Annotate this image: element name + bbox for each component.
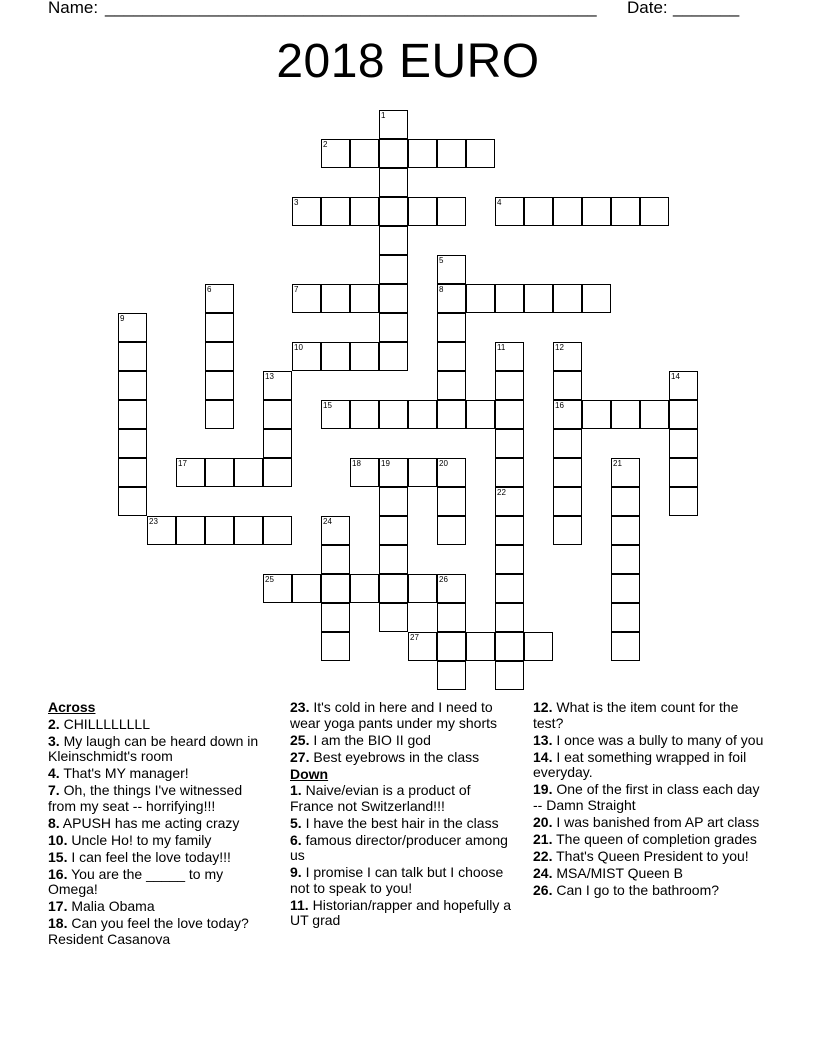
clue-item-number: 27. bbox=[290, 748, 310, 765]
grid-cell[interactable] bbox=[582, 284, 611, 313]
clue-item-text: I can feel the love today!!! bbox=[67, 848, 231, 865]
clue-item-number: 13. bbox=[533, 731, 553, 748]
clue-number: 27 bbox=[410, 633, 419, 642]
grid-cell[interactable] bbox=[495, 632, 524, 661]
grid-cell[interactable] bbox=[524, 197, 553, 226]
grid-cell[interactable] bbox=[640, 400, 669, 429]
clue-item-text: Malia Obama bbox=[67, 898, 155, 914]
grid-cell[interactable] bbox=[321, 545, 350, 574]
grid-cell[interactable] bbox=[350, 197, 379, 226]
clue-item bbox=[48, 850, 273, 866]
grid-cell[interactable] bbox=[379, 574, 408, 603]
grid-cell[interactable] bbox=[379, 139, 408, 168]
clue-number: 22 bbox=[497, 488, 506, 497]
grid-cell[interactable] bbox=[495, 284, 524, 313]
grid-cell[interactable] bbox=[437, 342, 466, 371]
grid-cell[interactable] bbox=[379, 342, 408, 371]
clue-item-number: 10. bbox=[48, 831, 68, 848]
grid-cell[interactable] bbox=[437, 284, 466, 313]
puzzle-title: 2018 EURO bbox=[276, 35, 540, 88]
grid-cell[interactable] bbox=[263, 516, 292, 545]
clue-column-2 bbox=[290, 700, 518, 930]
grid-cell[interactable] bbox=[553, 371, 582, 400]
grid-cell[interactable] bbox=[118, 487, 147, 516]
grid-cell[interactable] bbox=[321, 342, 350, 371]
grid-cell[interactable] bbox=[466, 284, 495, 313]
grid-cell[interactable] bbox=[495, 342, 524, 371]
grid-cell[interactable] bbox=[495, 603, 524, 632]
grid-cell[interactable] bbox=[292, 342, 321, 371]
grid-cell[interactable] bbox=[408, 139, 437, 168]
grid-cell[interactable] bbox=[263, 574, 292, 603]
grid-cell[interactable] bbox=[118, 342, 147, 371]
grid-cell[interactable] bbox=[263, 429, 292, 458]
clue-item-number: 18. bbox=[48, 915, 68, 931]
grid-cell[interactable] bbox=[408, 400, 437, 429]
grid-cell[interactable] bbox=[495, 574, 524, 603]
clue-item bbox=[533, 849, 765, 865]
clue-number: 4 bbox=[497, 198, 502, 207]
clue-item bbox=[290, 898, 518, 929]
grid-cell[interactable] bbox=[263, 400, 292, 429]
grid-cell[interactable] bbox=[553, 197, 582, 226]
grid-cell[interactable] bbox=[292, 197, 321, 226]
clue-item bbox=[290, 700, 518, 731]
grid-cell[interactable] bbox=[147, 516, 176, 545]
grid-cell[interactable] bbox=[582, 400, 611, 429]
clue-item bbox=[48, 734, 273, 765]
grid-cell[interactable] bbox=[321, 139, 350, 168]
clue-item bbox=[48, 816, 273, 832]
grid-cell[interactable] bbox=[611, 574, 640, 603]
clue-number: 6 bbox=[207, 285, 212, 294]
clue-item-number: 20. bbox=[533, 813, 553, 830]
grid-cell[interactable] bbox=[495, 661, 524, 690]
grid-cell[interactable] bbox=[350, 284, 379, 313]
grid-cell[interactable] bbox=[176, 516, 205, 545]
grid-cell[interactable] bbox=[437, 603, 466, 632]
grid-cell[interactable] bbox=[379, 545, 408, 574]
grid-cell[interactable] bbox=[669, 400, 698, 429]
clue-item-text: I have the best hair in the class bbox=[301, 814, 499, 831]
date-field[interactable]: _______ bbox=[673, 0, 740, 17]
clue-number: 14 bbox=[671, 372, 680, 381]
clue-number: 21 bbox=[613, 459, 622, 468]
clue-item bbox=[533, 832, 765, 848]
grid-cell[interactable] bbox=[437, 313, 466, 342]
grid-cell[interactable] bbox=[350, 342, 379, 371]
clue-item-number: 26. bbox=[533, 881, 553, 898]
grid-cell[interactable] bbox=[321, 516, 350, 545]
grid-cell[interactable] bbox=[205, 342, 234, 371]
clue-item-text: famous director/producer among us bbox=[290, 831, 508, 863]
clue-item bbox=[533, 733, 765, 749]
name-field[interactable]: ____________________________________________________ bbox=[105, 0, 597, 17]
clue-item-number: 5. bbox=[290, 814, 302, 831]
clue-item-text: That's Queen President to you! bbox=[552, 847, 749, 864]
clue-number: 9 bbox=[120, 314, 125, 323]
grid-cell[interactable] bbox=[118, 371, 147, 400]
clue-number: 11 bbox=[497, 343, 506, 352]
grid-cell[interactable] bbox=[437, 661, 466, 690]
grid-cell[interactable] bbox=[379, 313, 408, 342]
clue-number: 19 bbox=[381, 459, 390, 468]
grid-cell[interactable] bbox=[611, 400, 640, 429]
grid-cell[interactable] bbox=[350, 400, 379, 429]
clue-item-number: 6. bbox=[290, 831, 302, 848]
clue-item-text: I was banished from AP art class bbox=[552, 813, 760, 830]
grid-cell[interactable] bbox=[437, 197, 466, 226]
grid-cell[interactable] bbox=[437, 139, 466, 168]
grid-cell[interactable] bbox=[321, 284, 350, 313]
clue-item-number: 8. bbox=[48, 814, 60, 831]
clue-item-text: APUSH has me acting crazy bbox=[59, 814, 240, 831]
grid-cell[interactable] bbox=[611, 458, 640, 487]
name-label: Name: bbox=[48, 0, 99, 17]
grid-cell[interactable] bbox=[379, 197, 408, 226]
clue-item bbox=[290, 733, 518, 749]
grid-cell[interactable] bbox=[611, 603, 640, 632]
grid-cell[interactable] bbox=[234, 458, 263, 487]
grid-cell[interactable] bbox=[234, 516, 263, 545]
clue-item bbox=[48, 717, 273, 733]
grid-cell[interactable] bbox=[553, 429, 582, 458]
grid-cell[interactable] bbox=[611, 487, 640, 516]
grid-cell[interactable] bbox=[553, 284, 582, 313]
grid-cell[interactable] bbox=[466, 400, 495, 429]
grid-cell[interactable] bbox=[437, 255, 466, 284]
grid-cell[interactable] bbox=[553, 516, 582, 545]
grid-cell[interactable] bbox=[350, 574, 379, 603]
grid-cell[interactable] bbox=[524, 632, 553, 661]
clue-item-text: You are the _____ to my Omega! bbox=[48, 865, 224, 897]
grid-cell[interactable] bbox=[379, 458, 408, 487]
grid-cell[interactable] bbox=[205, 400, 234, 429]
grid-cell[interactable] bbox=[495, 371, 524, 400]
section-heading: Across bbox=[48, 699, 96, 715]
clue-item-number: 23. bbox=[290, 699, 310, 715]
clue-item-number: 25. bbox=[290, 731, 310, 748]
clue-item-text: Can I go to the bathroom? bbox=[552, 881, 720, 898]
grid-cell[interactable] bbox=[350, 139, 379, 168]
clue-item bbox=[290, 750, 518, 766]
clue-item-number: 24. bbox=[533, 864, 553, 881]
clue-item-text: MSA/MIST Queen B bbox=[552, 864, 683, 881]
grid-cell[interactable] bbox=[437, 371, 466, 400]
clue-item bbox=[48, 783, 273, 814]
grid-cell[interactable] bbox=[379, 400, 408, 429]
grid-cell[interactable] bbox=[466, 632, 495, 661]
clue-item-text: Can you feel the love today? Resident Casanova bbox=[48, 915, 249, 947]
grid-cell[interactable] bbox=[495, 429, 524, 458]
grid-cell[interactable] bbox=[321, 632, 350, 661]
clue-number: 7 bbox=[294, 285, 299, 294]
grid-cell[interactable] bbox=[495, 545, 524, 574]
grid-cell[interactable] bbox=[205, 313, 234, 342]
clue-item-text: Oh, the things I've witnessed from my seat -- horrifying!!! bbox=[48, 782, 243, 814]
clue-column-1 bbox=[48, 700, 273, 949]
clue-item-text: My laugh can be heard down in Kleinschmidt's room bbox=[48, 732, 259, 764]
grid-cell[interactable] bbox=[379, 516, 408, 545]
grid-cell[interactable] bbox=[118, 313, 147, 342]
grid-cell[interactable] bbox=[379, 487, 408, 516]
clue-item-text: That's MY manager! bbox=[59, 765, 189, 781]
clue-item-text: Naive/evian is a product of France not Switzerland!!! bbox=[290, 782, 471, 814]
grid-cell[interactable] bbox=[379, 284, 408, 313]
grid-cell[interactable] bbox=[437, 632, 466, 661]
grid-cell[interactable] bbox=[118, 400, 147, 429]
clue-item-number: 1. bbox=[290, 782, 302, 798]
clue-number: 23 bbox=[149, 517, 158, 526]
grid-cell[interactable] bbox=[263, 458, 292, 487]
clue-number: 26 bbox=[439, 575, 448, 584]
clue-item-text: It's cold in here and I need to wear yoga pants under my shorts bbox=[290, 699, 497, 731]
clue-item-number: 21. bbox=[533, 830, 553, 847]
clue-item-number: 17. bbox=[48, 898, 68, 914]
clue-item-text: The queen of completion grades bbox=[552, 830, 757, 847]
clue-number: 5 bbox=[439, 256, 444, 265]
clue-item-text: Best eyebrows in the class bbox=[309, 748, 480, 765]
grid-cell[interactable] bbox=[437, 516, 466, 545]
grid-cell[interactable] bbox=[437, 487, 466, 516]
clue-item-text: I promise I can talk but I choose not to speak to you! bbox=[290, 864, 504, 896]
clue-item-text: One of the first in class each day -- Damn Straight bbox=[533, 781, 760, 813]
grid-cell[interactable] bbox=[611, 197, 640, 226]
grid-cell[interactable] bbox=[611, 516, 640, 545]
clue-item-number: 15. bbox=[48, 848, 68, 865]
grid-cell[interactable] bbox=[611, 545, 640, 574]
grid-cell[interactable] bbox=[321, 603, 350, 632]
grid-cell[interactable] bbox=[553, 458, 582, 487]
clue-number: 8 bbox=[439, 285, 444, 294]
grid-cell[interactable] bbox=[205, 516, 234, 545]
grid-cell[interactable] bbox=[495, 197, 524, 226]
clue-item-number: 12. bbox=[533, 699, 553, 715]
clue-number: 25 bbox=[265, 575, 274, 584]
grid-cell[interactable] bbox=[321, 400, 350, 429]
grid-cell[interactable] bbox=[408, 632, 437, 661]
grid-cell[interactable] bbox=[379, 110, 408, 139]
clue-item-text: I am the BIO II god bbox=[309, 731, 431, 748]
grid-cell[interactable] bbox=[669, 371, 698, 400]
clue-item bbox=[533, 782, 765, 813]
grid-cell[interactable] bbox=[495, 400, 524, 429]
clue-item-number: 2. bbox=[48, 715, 60, 732]
clue-item-text: CHILLLLLLLL bbox=[59, 715, 150, 732]
grid-cell[interactable] bbox=[263, 371, 292, 400]
grid-cell[interactable] bbox=[640, 197, 669, 226]
grid-cell[interactable] bbox=[495, 458, 524, 487]
grid-cell[interactable] bbox=[553, 342, 582, 371]
grid-cell[interactable] bbox=[408, 574, 437, 603]
grid-cell[interactable] bbox=[321, 197, 350, 226]
clue-item bbox=[48, 867, 273, 898]
clue-number: 13 bbox=[265, 372, 274, 381]
grid-cell[interactable] bbox=[379, 168, 408, 197]
clue-item bbox=[533, 866, 765, 882]
grid-cell[interactable] bbox=[437, 574, 466, 603]
grid-cell[interactable] bbox=[553, 400, 582, 429]
grid-cell[interactable] bbox=[292, 284, 321, 313]
clue-item-number: 9. bbox=[290, 864, 302, 880]
grid-cell[interactable] bbox=[176, 458, 205, 487]
clue-item-text: I once was a bully to many of you bbox=[552, 731, 764, 748]
grid-cell[interactable] bbox=[205, 284, 234, 313]
clue-item-number: 22. bbox=[533, 847, 553, 864]
date-label: Date: bbox=[627, 0, 668, 17]
clue-number: 15 bbox=[323, 401, 332, 410]
clue-item-number: 3. bbox=[48, 732, 60, 749]
clue-number: 3 bbox=[294, 198, 299, 207]
clue-item bbox=[48, 833, 273, 849]
section-heading: Down bbox=[290, 765, 329, 782]
clue-number: 18 bbox=[352, 459, 361, 468]
grid-cell[interactable] bbox=[582, 197, 611, 226]
clue-item bbox=[48, 899, 273, 915]
grid-cell[interactable] bbox=[321, 574, 350, 603]
grid-cell[interactable] bbox=[524, 284, 553, 313]
clue-item bbox=[533, 883, 765, 899]
grid-cell[interactable] bbox=[466, 139, 495, 168]
clue-item bbox=[533, 815, 765, 831]
grid-cell[interactable] bbox=[408, 197, 437, 226]
clue-item-number: 7. bbox=[48, 782, 60, 798]
grid-cell[interactable] bbox=[669, 429, 698, 458]
clue-number: 24 bbox=[323, 517, 332, 526]
grid-cell[interactable] bbox=[553, 487, 582, 516]
clue-item-text: Uncle Ho! to my family bbox=[67, 831, 212, 848]
clue-item bbox=[290, 783, 518, 814]
grid-cell[interactable] bbox=[495, 516, 524, 545]
clue-number: 2 bbox=[323, 140, 328, 149]
grid-cell[interactable] bbox=[437, 458, 466, 487]
clue-number: 17 bbox=[178, 459, 187, 468]
clue-item-text: Historian/rapper and hopefully a UT grad bbox=[290, 896, 512, 928]
clue-number: 10 bbox=[294, 343, 303, 352]
grid-cell[interactable] bbox=[350, 458, 379, 487]
grid-cell[interactable] bbox=[379, 226, 408, 255]
clue-item bbox=[290, 816, 518, 832]
clue-item-text: What is the item count for the test? bbox=[533, 699, 739, 731]
grid-cell[interactable] bbox=[379, 603, 408, 632]
grid-cell[interactable] bbox=[118, 429, 147, 458]
clue-number: 16 bbox=[555, 401, 564, 410]
clue-item-number: 11. bbox=[290, 896, 309, 913]
clue-item-number: 14. bbox=[533, 748, 553, 765]
grid-cell[interactable] bbox=[408, 458, 437, 487]
clue-item bbox=[290, 833, 518, 864]
clue-item bbox=[48, 766, 273, 782]
clue-number: 12 bbox=[555, 343, 564, 352]
clue-item bbox=[290, 865, 518, 896]
clue-item bbox=[533, 750, 765, 781]
clue-item-number: 19. bbox=[533, 781, 553, 797]
grid-cell[interactable] bbox=[205, 458, 234, 487]
grid-cell[interactable] bbox=[495, 487, 524, 516]
clue-item-number: 4. bbox=[48, 765, 60, 781]
clue-item-number: 16. bbox=[48, 865, 68, 882]
clue-item-text: I eat something wrapped in foil everyday. bbox=[533, 748, 747, 780]
clue-item bbox=[533, 700, 765, 731]
clue-number: 1 bbox=[381, 111, 386, 120]
grid-cell[interactable] bbox=[118, 458, 147, 487]
grid-cell[interactable] bbox=[379, 255, 408, 284]
clue-number: 20 bbox=[439, 459, 448, 468]
grid-cell[interactable] bbox=[205, 371, 234, 400]
grid-cell[interactable] bbox=[669, 458, 698, 487]
grid-cell[interactable] bbox=[437, 400, 466, 429]
clue-column-3 bbox=[533, 700, 765, 900]
grid-cell[interactable] bbox=[292, 574, 321, 603]
grid-cell[interactable] bbox=[669, 487, 698, 516]
grid-cell[interactable] bbox=[611, 632, 640, 661]
clue-item bbox=[48, 916, 273, 947]
